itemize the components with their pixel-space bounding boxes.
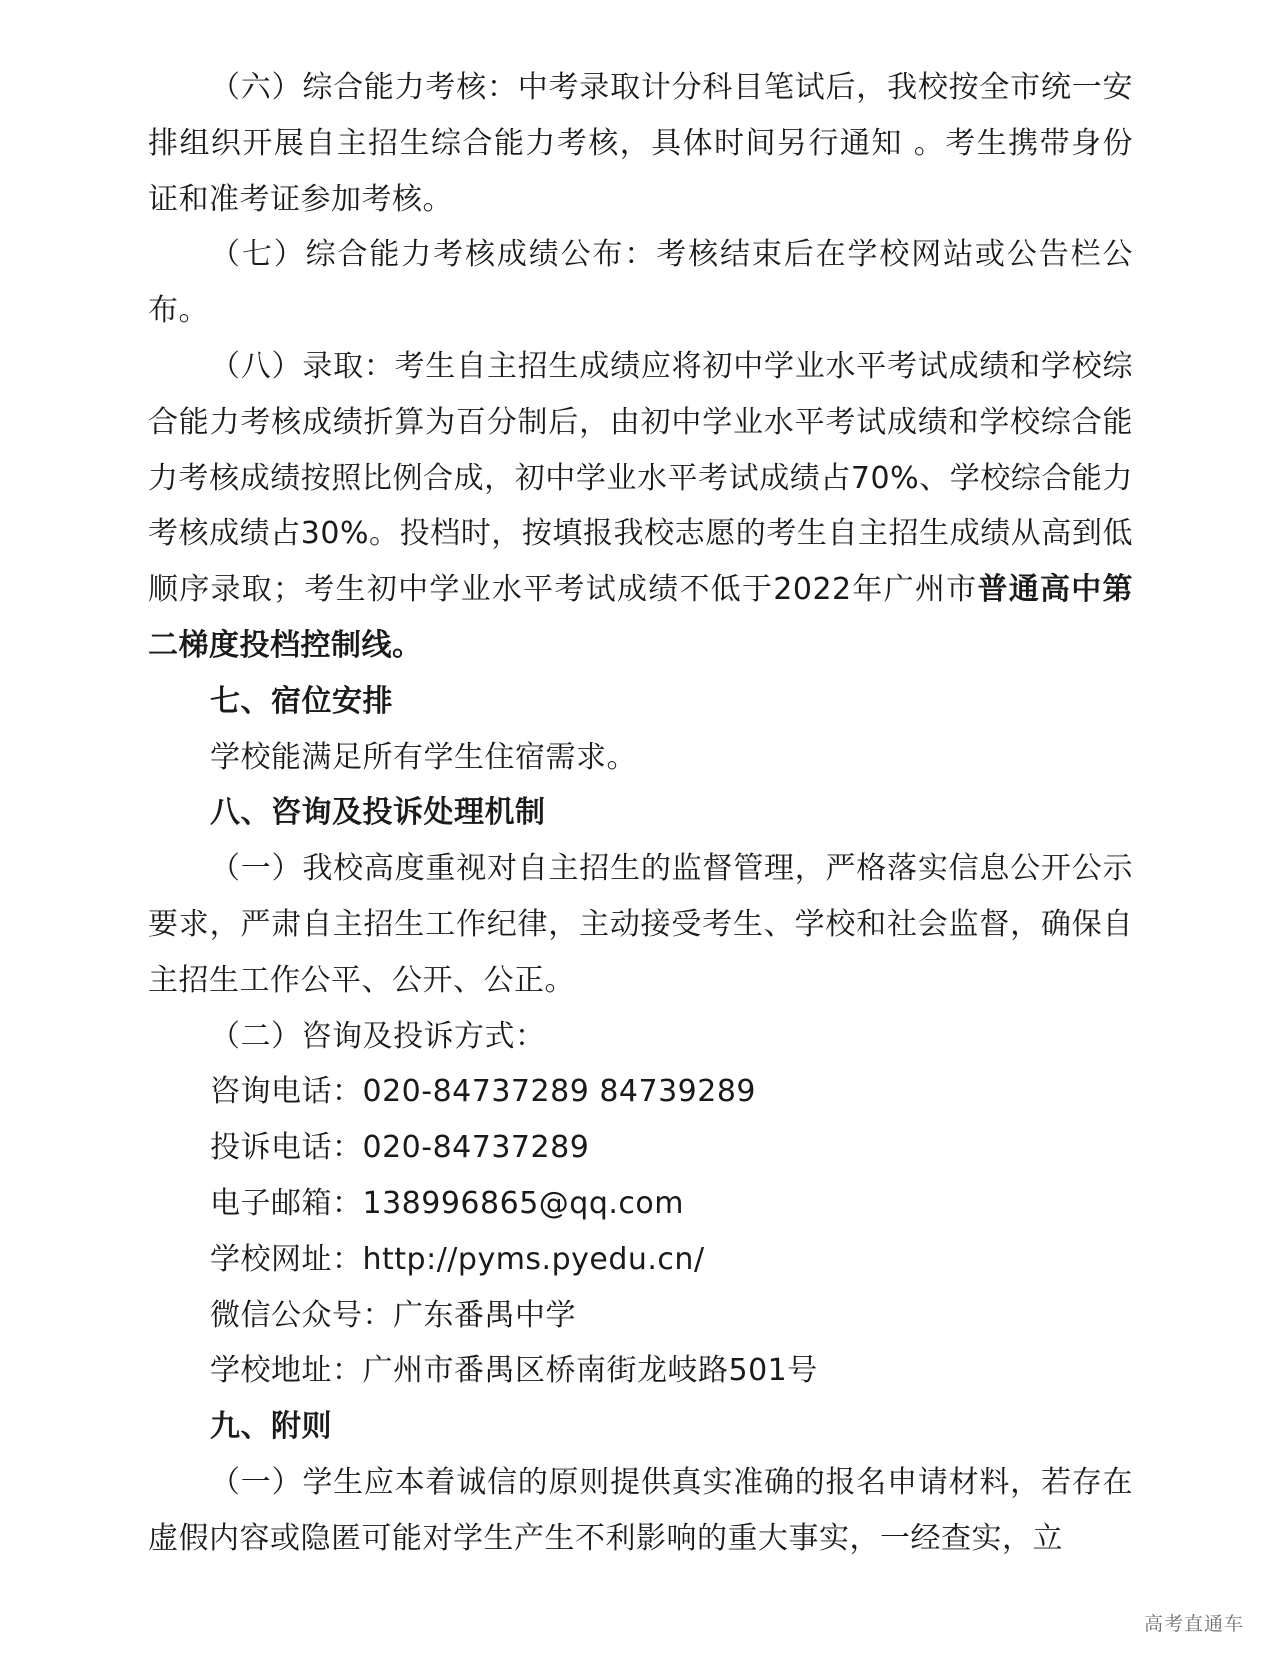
- section-heading-dorm: 七、宿位安排: [210, 683, 393, 719]
- paragraph-item-6: （六）综合能力考核：中考录取计分科目笔试后，我校按全市统一安排组织开展自主招生综合能力考核，具体时间另行通知 。考生携带身份证和准考证参加考核。: [148, 70, 1133, 217]
- paragraph-item-7: （七）综合能力考核成绩公布：考核结束后在学校网站或公告栏公布。: [148, 237, 1133, 329]
- school-address: 学校地址：广州市番禺区桥南街龙岐路501号: [210, 1353, 818, 1389]
- school-website: 学校网址：http://pyms.pyedu.cn/: [210, 1241, 705, 1277]
- paragraph-supervision: （一）我校高度重视对自主招生的监督管理，严格落实信息公开公示要求，严肃自主招生工作纪律，主动接受考生、学校和社会监督，确保自主招生工作公平、公开、公正。: [148, 851, 1133, 998]
- section-heading-appendix: 九、附则: [210, 1409, 332, 1445]
- document-body: [148, 60, 1133, 1567]
- complaint-phone: 投诉电话：020-84737289: [210, 1130, 590, 1166]
- wechat-account: 微信公众号：广东番禺中学: [210, 1297, 576, 1333]
- paragraph-contact-methods: （二）咨询及投诉方式：: [210, 1018, 546, 1054]
- watermark: 高考直通车: [1143, 1613, 1244, 1635]
- paragraph-dorm: 学校能满足所有学生住宿需求。: [210, 739, 637, 775]
- admission-text: （八）录取：考生自主招生成绩应将初中学业水平考试成绩和学校综合能力考核成绩折算为百分制后，由初中学业水平考试成绩和学校综合能力考核成绩按照比例合成，初中学业水平考试成绩占70%、学校综合能力考核成绩占30%。投档时，按填报我校志愿的考生自主招生成绩从高到低顺序录取；考生初中学业水平考试成绩不低于2022年广州市: [148, 348, 1133, 608]
- email-address: 电子邮箱：138996865@qq.com: [210, 1185, 684, 1221]
- paragraph-honesty: （一）学生应本着诚信的原则提供真实准确的报名申请材料，若存在虚假内容或隐匿可能对学生产生不利影响的重大事实，一经查实，立: [148, 1464, 1133, 1556]
- consult-phone: 咨询电话：020-84737289 84739289: [210, 1074, 757, 1110]
- section-heading-consult: 八、咨询及投诉处理机制: [210, 795, 546, 831]
- paragraph-item-8: [148, 339, 1133, 674]
- admission-control-line: 普通高中第二梯度投档控制线。: [148, 572, 1133, 663]
